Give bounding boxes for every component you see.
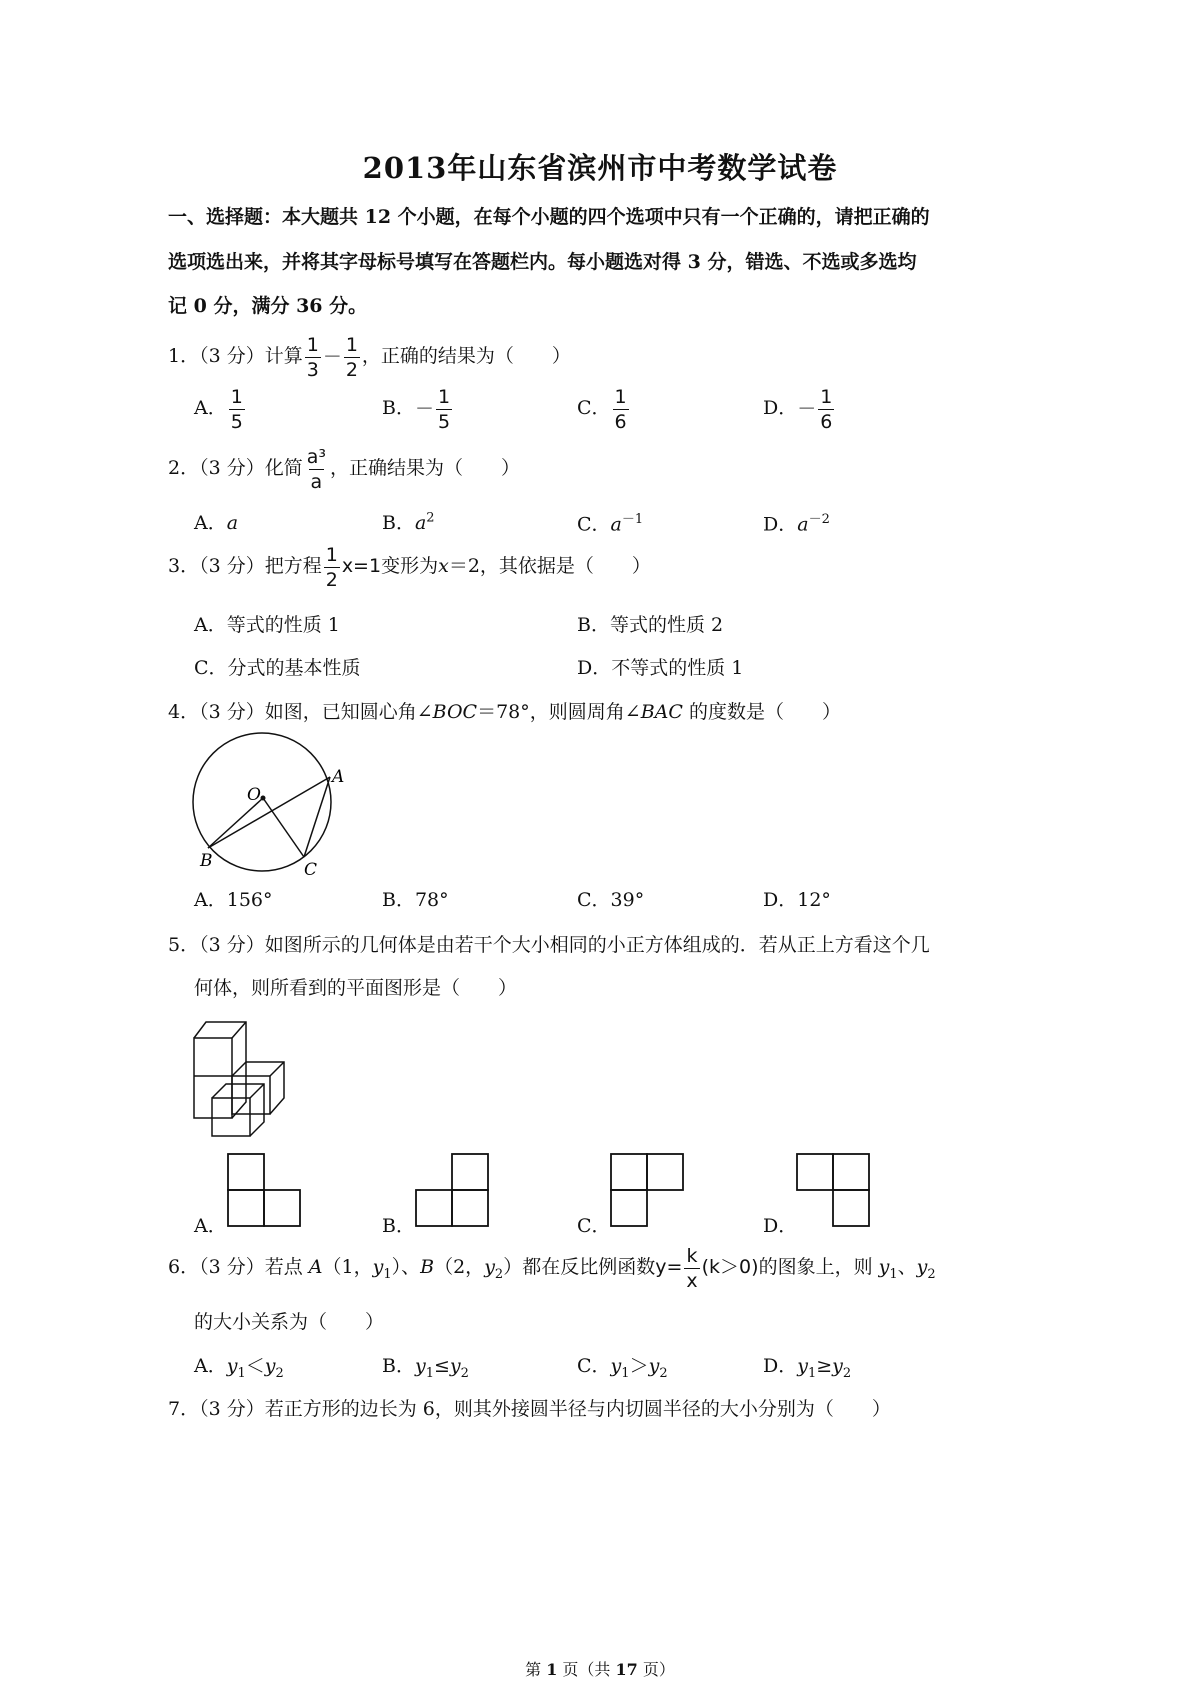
q4-angle1: BOC xyxy=(432,701,478,723)
option-base: a xyxy=(797,513,809,536)
option-sign: － xyxy=(414,398,434,420)
q3-option-d[interactable] xyxy=(577,653,743,680)
option-label: D． xyxy=(763,1355,798,1377)
q1-option-b[interactable] xyxy=(382,384,454,434)
option-exp: －2 xyxy=(808,512,830,527)
option-relation: ≥ xyxy=(816,1355,833,1377)
q1-option-c[interactable] xyxy=(577,384,631,434)
option-base: a xyxy=(610,513,622,536)
q1-fraction-1 xyxy=(305,333,321,382)
q1-f2-num: 1 xyxy=(345,333,358,356)
footer-part2: 页（共 xyxy=(557,1660,616,1679)
option-label: A． xyxy=(194,1355,227,1377)
q5-option-a-label[interactable]: A． xyxy=(194,1215,227,1237)
q6-func-num: k xyxy=(686,1244,698,1267)
q6-point-a: A xyxy=(308,1256,323,1278)
question-3 xyxy=(168,542,651,592)
q1-f2-den: 2 xyxy=(345,358,358,381)
section-header-line3: 记 0 分，满分 36 分。 xyxy=(168,295,368,317)
q1-f1-num: 1 xyxy=(306,333,319,356)
section-header-line2: 选项选出来，并将其字母标号填写在答题栏内。每小题选对得 3 分，错选、不选或多选均 xyxy=(168,251,917,273)
option-label: D． xyxy=(763,889,798,911)
q5-option-d-label[interactable]: D． xyxy=(763,1215,798,1237)
segment-ob xyxy=(208,798,263,848)
option-text: 39° xyxy=(610,889,645,911)
option-label: A． xyxy=(194,889,227,911)
option-relation: ＞ xyxy=(629,1355,649,1377)
option-label: C． xyxy=(577,513,611,536)
question-6-line2: 的大小关系为（ ） xyxy=(194,1311,385,1333)
q6-y: y xyxy=(372,1256,384,1278)
q2-fraction xyxy=(305,445,328,494)
option-label: A． xyxy=(194,614,227,636)
q6-y: y xyxy=(878,1256,890,1278)
q6-part2: （1， xyxy=(322,1256,373,1278)
option-num: 1 xyxy=(230,385,243,408)
option-label: A． xyxy=(194,397,227,419)
option-y: y xyxy=(648,1355,660,1377)
option-label: C． xyxy=(577,397,611,419)
option-sub1: 1 xyxy=(237,1365,246,1381)
segment-ba xyxy=(208,777,330,848)
option-y: y xyxy=(449,1355,461,1377)
q4-option-a[interactable] xyxy=(194,885,273,912)
question-2 xyxy=(168,444,520,494)
question-4 xyxy=(168,697,841,724)
q6-part7: 、 xyxy=(897,1256,917,1278)
option-text: 分式的基本性质 xyxy=(227,657,361,679)
question-5-line1: 5．（3 分）如图所示的几何体是由若干个大小相同的小正方体组成的．若从正上方看这个几 xyxy=(168,934,930,956)
option-label: A． xyxy=(194,512,227,534)
option-num: 1 xyxy=(437,385,451,408)
circle-outline xyxy=(193,733,331,871)
q1-minus: － xyxy=(322,346,342,368)
question-7: 7．（3 分）若正方形的边长为 6，则其外接圆半径与内切圆半径的大小分别为（ ） xyxy=(168,1398,891,1420)
option-sub1: 1 xyxy=(425,1365,434,1381)
option-y: y xyxy=(264,1355,276,1377)
option-label: B． xyxy=(382,512,415,534)
label-o: O xyxy=(247,785,261,805)
option-base: a xyxy=(414,512,427,534)
option-sub1: 1 xyxy=(807,1365,817,1381)
option-sub1: 1 xyxy=(621,1365,630,1381)
q6-option-b[interactable] xyxy=(382,1351,469,1381)
q1-fraction-2 xyxy=(344,333,360,382)
q3-option-b[interactable] xyxy=(577,610,723,637)
option-den: 5 xyxy=(437,410,451,433)
q1-option-a[interactable] xyxy=(194,384,247,434)
option-text: 12° xyxy=(797,889,831,911)
option-label: B． xyxy=(382,397,415,419)
page-title: 2013年山东省滨州市中考数学试卷 xyxy=(362,151,838,185)
q2-option-d[interactable] xyxy=(763,508,830,536)
label-c: C xyxy=(304,860,318,880)
question-1 xyxy=(168,332,571,382)
option-y: y xyxy=(832,1355,843,1377)
footer-part1: 第 xyxy=(525,1660,547,1679)
option-y: y xyxy=(414,1355,426,1377)
q6-func-lhs: y= xyxy=(655,1256,683,1278)
q5-option-c-label[interactable]: C． xyxy=(577,1215,611,1237)
q5-option-a-figure xyxy=(226,1152,304,1230)
page-footer xyxy=(0,1657,1200,1680)
q3-fraction xyxy=(324,543,340,592)
center-point xyxy=(261,796,266,801)
q6-sub2: 2 xyxy=(927,1266,936,1282)
q6-y: y xyxy=(916,1256,928,1278)
q3-prefix: 3．（3 分）把方程 xyxy=(168,555,322,577)
q6-sub2: 2 xyxy=(494,1266,504,1282)
option-num: 1 xyxy=(820,385,833,408)
q2-den: a xyxy=(310,470,323,493)
option-y: y xyxy=(226,1355,238,1377)
q6-point-b: B xyxy=(420,1256,435,1278)
option-text: 不等式的性质 1 xyxy=(611,657,744,679)
q6-func-den: x xyxy=(686,1269,698,1292)
question-6-line1 xyxy=(168,1243,936,1299)
q5-option-b-label[interactable]: B． xyxy=(382,1215,415,1237)
q3-suffix: ＝2，其依据是（ ） xyxy=(448,555,651,577)
option-label: D． xyxy=(577,657,612,679)
q2-prefix: 2．（3 分）化简 xyxy=(168,457,303,479)
option-fraction xyxy=(613,385,629,434)
option-num: 1 xyxy=(614,385,627,408)
option-den: 6 xyxy=(820,410,833,433)
footer-part3: 页） xyxy=(637,1660,675,1679)
option-text: 78° xyxy=(414,889,449,911)
option-text: 156° xyxy=(226,889,273,911)
option-label: B． xyxy=(382,889,415,911)
segment-oc xyxy=(263,798,304,857)
option-exp: 2 xyxy=(426,510,435,526)
option-sub2: 2 xyxy=(460,1365,469,1381)
option-label: C． xyxy=(577,889,611,911)
q6-part1: 6．（3 分）若点 xyxy=(168,1256,309,1278)
q5-option-d-figure xyxy=(795,1152,873,1230)
q3-option-a[interactable] xyxy=(194,610,340,637)
q1-option-d[interactable] xyxy=(763,384,836,434)
label-b: B xyxy=(200,851,213,871)
option-label: C． xyxy=(194,657,228,679)
option-fraction xyxy=(818,385,834,434)
option-base: a xyxy=(226,512,239,534)
q6-part3: ）、 xyxy=(391,1256,421,1278)
total-pages: 17 xyxy=(615,1660,638,1679)
option-label: D． xyxy=(763,397,798,419)
q4-option-d[interactable] xyxy=(763,885,831,912)
q4-circle-figure xyxy=(180,730,360,890)
option-y: y xyxy=(797,1355,808,1377)
q6-option-c[interactable] xyxy=(577,1351,668,1381)
option-label: D． xyxy=(763,513,798,536)
question-5-line2: 何体，则所看到的平面图形是（ ） xyxy=(194,977,518,999)
option-den: 6 xyxy=(614,410,627,433)
q3-option-c[interactable] xyxy=(194,653,361,680)
option-den: 5 xyxy=(230,410,243,433)
option-y: y xyxy=(610,1355,622,1377)
section-header-line1: 一、选择题：本大题共 12 个小题，在每个小题的四个选项中只有一个正确的，请把正确的 xyxy=(168,206,930,228)
q4-option-b[interactable] xyxy=(382,885,449,912)
q6-part6: 的图象上，则 xyxy=(758,1256,879,1278)
page-number: 1 xyxy=(546,1660,558,1679)
q3-mid: 变形为 xyxy=(381,555,439,577)
option-text: 等式的性质 2 xyxy=(609,614,724,636)
q6-option-a[interactable] xyxy=(194,1351,284,1381)
option-label: B． xyxy=(382,1355,415,1377)
option-sub2: 2 xyxy=(275,1365,284,1381)
option-relation: ≤ xyxy=(433,1355,450,1377)
q2-num: a³ xyxy=(306,445,326,468)
q6-part4: （2， xyxy=(434,1256,485,1278)
q5-option-b-figure xyxy=(414,1152,492,1230)
q6-sub1: 1 xyxy=(383,1266,392,1282)
option-sign: － xyxy=(797,398,817,420)
q4-part1: 4．（3 分）如图，已知圆心角∠ xyxy=(168,701,433,723)
q6-y: y xyxy=(484,1256,495,1278)
q6-func-cond: (k＞0) xyxy=(701,1256,759,1278)
option-label: C． xyxy=(577,1355,611,1377)
option-sub2: 2 xyxy=(659,1365,668,1381)
q6-sub1: 1 xyxy=(889,1266,898,1282)
q3-var: x xyxy=(438,555,449,577)
q1-f1-den: 3 xyxy=(306,358,319,381)
q2-option-c[interactable] xyxy=(577,508,643,536)
option-fraction xyxy=(229,385,245,434)
q2-option-a[interactable] xyxy=(194,508,238,535)
q3-den: 2 xyxy=(325,568,338,591)
q6-option-d[interactable] xyxy=(763,1351,851,1381)
option-exp: －1 xyxy=(621,512,644,527)
label-a: A xyxy=(332,767,345,787)
q4-part3: 的度数是（ ） xyxy=(682,701,841,723)
q4-angle2: BAC xyxy=(640,701,683,723)
option-fraction xyxy=(436,385,452,434)
q6-part5: ）都在反比例函数 xyxy=(503,1256,656,1278)
q3-equation: x=1 xyxy=(341,555,382,577)
option-relation: ＜ xyxy=(245,1355,265,1377)
q2-suffix: ，正确结果为（ ） xyxy=(329,457,520,479)
q5-cube-figure xyxy=(190,1018,300,1140)
q1-prefix: 1．（3 分）计算 xyxy=(168,345,303,367)
q1-suffix: ，正确的结果为（ ） xyxy=(361,345,571,367)
q4-part2: ＝78°，则圆周角∠ xyxy=(477,701,641,723)
option-sub2: 2 xyxy=(842,1365,852,1381)
option-label: B． xyxy=(577,614,610,636)
q5-option-c-figure xyxy=(609,1152,687,1230)
q6-func-fraction xyxy=(684,1244,699,1293)
option-text: 等式的性质 1 xyxy=(226,614,340,636)
q4-option-c[interactable] xyxy=(577,885,644,912)
q2-option-b[interactable] xyxy=(382,508,435,535)
q3-num: 1 xyxy=(325,543,338,566)
